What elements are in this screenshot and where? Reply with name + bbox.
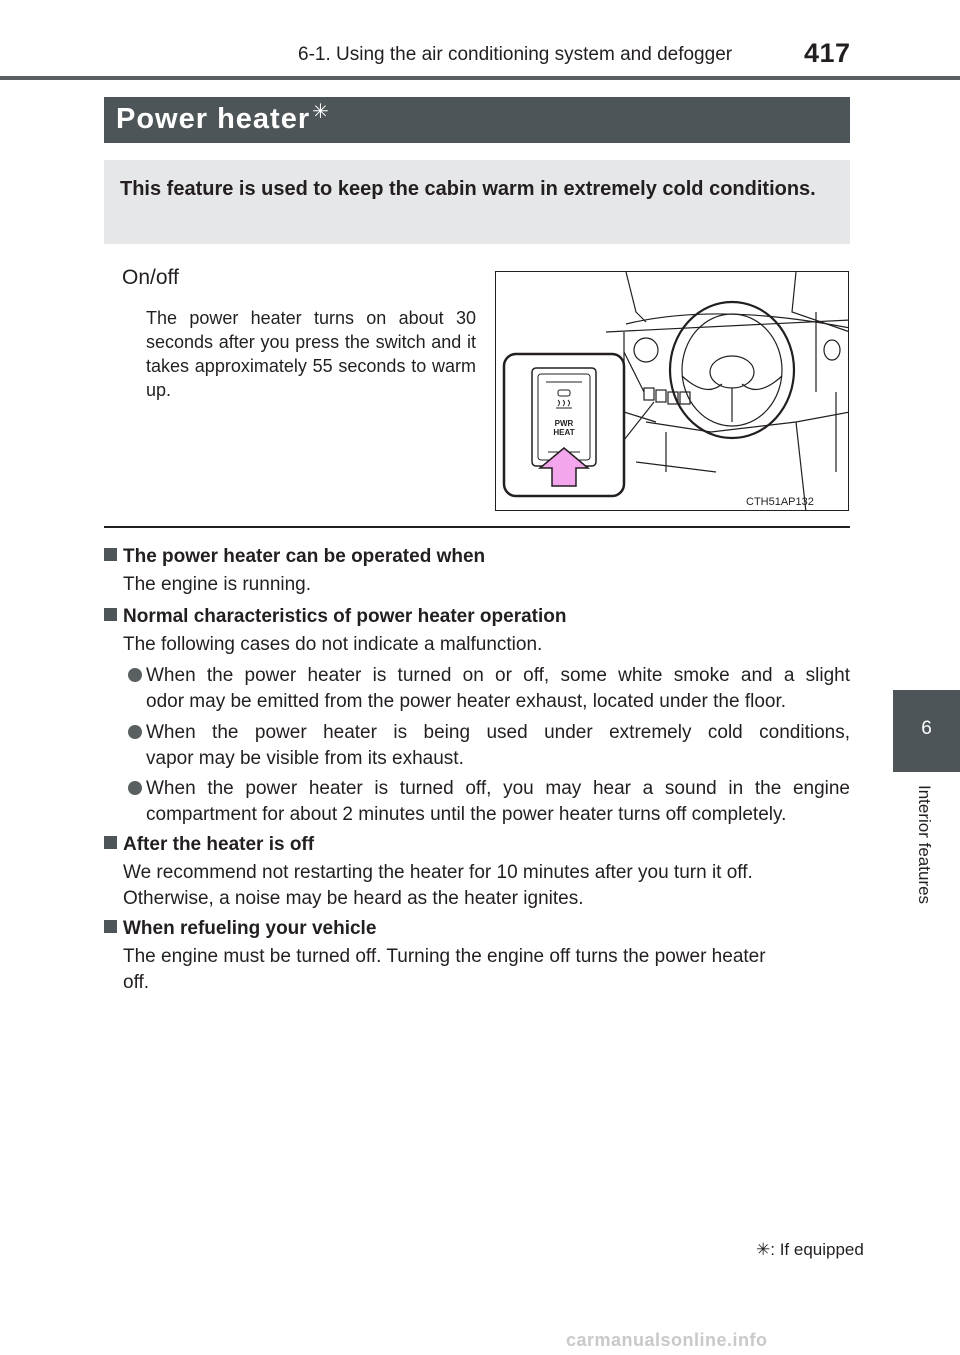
step-description: The power heater turns on about 30 seconds after you press the switch and it takes approximately 55 seconds to warm up. <box>146 308 476 400</box>
chapter-number: 6 <box>921 718 932 739</box>
chapter-label: Interior features <box>915 785 934 905</box>
switch-label-heat: HEAT <box>553 428 575 437</box>
round-bullet-icon <box>128 781 142 795</box>
chapter-tab <box>893 690 960 772</box>
dashboard-illustration <box>495 271 849 511</box>
step-label: On/off <box>122 266 179 289</box>
square-bullet-icon <box>104 920 117 933</box>
section-title: Power heater ✳ <box>116 101 330 135</box>
list-item: When the power heater is turned off, you may hear a sound in the engine compartment for about 2 minutes until the power heater turns off completely. <box>128 776 850 828</box>
header-section-title: 6-1. Using the air conditioning system and defogger <box>298 44 733 65</box>
note-heading: Normal characteristics of power heater operation <box>104 606 566 628</box>
round-bullet-icon <box>128 668 142 682</box>
watermark: carmanualsonline.info <box>566 1330 768 1350</box>
note-heading: After the heater is off <box>104 834 314 856</box>
square-bullet-icon <box>104 836 117 849</box>
round-bullet-icon <box>128 725 142 739</box>
switch-label-pwr: PWR <box>554 419 574 428</box>
if-equipped-mark: ✳ <box>756 1240 771 1259</box>
section-title-bar <box>104 97 850 143</box>
note-heading: The power heater can be operated when <box>104 546 485 568</box>
note-text: We recommend not restarting the heater for 10 minutes after you turn it off. Otherwise, a noise may be heard as the heater ignites. <box>123 862 753 909</box>
note-text: The engine must be turned off. Turning the engine off turns the power heater off. <box>123 946 766 993</box>
square-bullet-icon <box>104 608 117 621</box>
note-text: The engine is running. <box>123 574 312 595</box>
square-bullet-icon <box>104 548 117 561</box>
if-equipped-mark: ✳ <box>312 101 330 123</box>
note-heading: When refueling your vehicle <box>104 918 376 940</box>
page-number: 417 <box>804 38 851 68</box>
section-divider <box>104 526 850 528</box>
list-item: When the power heater is being used under extremely cold conditions, vapor may be visible from its exhaust. <box>128 720 850 772</box>
dashboard-drawing <box>496 272 849 511</box>
intro-text: This feature is used to keep the cabin warm in extremely cold conditions. <box>120 178 816 200</box>
intro-box <box>104 160 850 244</box>
figure-code: CTH51AP132 <box>746 496 814 508</box>
note-text: The following cases do not indicate a malfunction. <box>123 634 543 655</box>
footnote: ✳: If equipped <box>756 1240 864 1259</box>
header-rule <box>0 76 960 80</box>
list-item: When the power heater is turned on or off, some white smoke and a slight odor may be emitted from the power heater exhaust, located under the floor. <box>128 663 850 715</box>
